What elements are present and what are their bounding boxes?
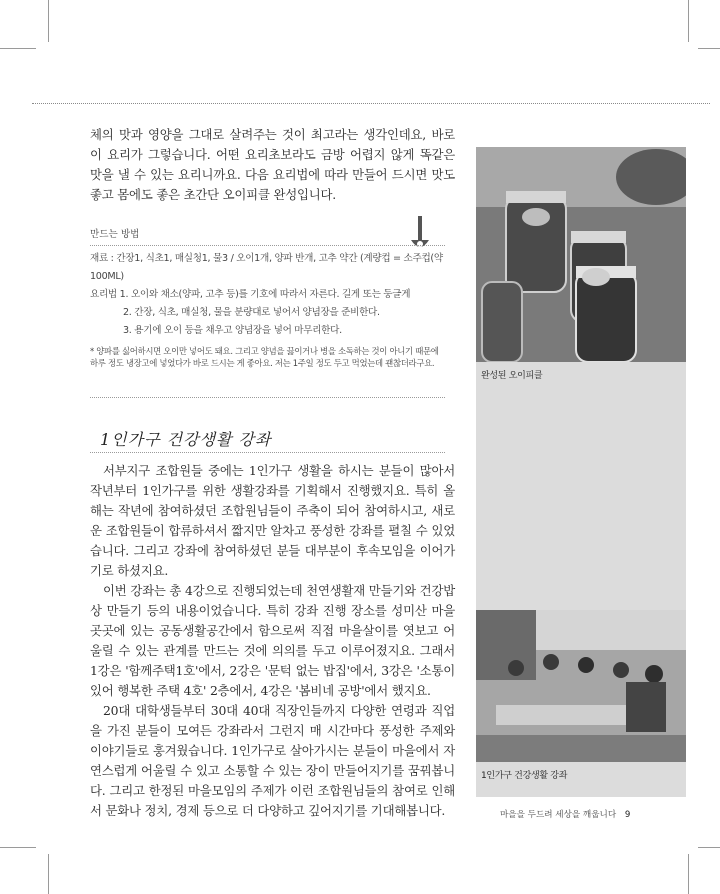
recipe-box [90, 216, 445, 369]
recipe-note: * 양파를 싫어하시면 오이만 넣어도 돼요. 그리고 양념을 끓이거나 병을 소독하는 것이 아니기 때문에 하루 정도 냉장고에 넣었다가 바로 드시는 게 좋아요. 저는 1주일 정도 두고 먹었는데 괜찮더라구요. [90, 346, 439, 368]
crop-mark [698, 48, 720, 49]
crop-mark [0, 847, 36, 848]
crop-mark [698, 847, 720, 848]
pickle-jars-photo [476, 147, 686, 362]
body-paragraph: 서부지구 조합원들 중에는 1인가구 생활을 하시는 분들이 많아서 작년부터 1인가구를 위한 생활강좌를 기획해서 진행했지요. 특히 올해는 작년에 참여하셨던 조합원님들이 주축이 되어 참여하시고, 새로운 조합원들이 합류하셔서 짧지만 알차고 풍성한 강좌를 펼칠 수 있었습니다. 그리고 강좌에 참여하셨던 분들 대부분이 후속모임을 이어가기로 하셨지요. [90, 463, 455, 578]
crop-mark [688, 0, 689, 42]
crop-mark [688, 854, 689, 894]
body-paragraph: 20대 대학생들부터 30대 40대 직장인들까지 다양한 연령과 직업을 가진 분들이 모여든 강좌라서 그런지 매 시간마다 풍성한 주제와 이야기들로 훙겨웠습니다. 1인가구로 살아가시는 분들이 마을에서 자연스럽게 어울릴 수 있고 소통할 수 있는 장이 만들어지기를 꿈꿔봅니다. 그리고 한정된 마을모임의 주제가 이런 조합원님들의 참여로 인해서 문화나 정치, 경제 등으로 더 다양하고 깊어지기를 기대해봅니다. [90, 703, 455, 818]
photo-caption: 완성된 오이피클 [481, 371, 543, 381]
heading-rule [90, 452, 445, 453]
workshop-photo [476, 610, 686, 762]
intro-paragraph [90, 125, 455, 205]
page-number: 9 [624, 810, 631, 820]
header-rule [32, 103, 710, 104]
footer-title: 마을을 두드려 세상을 깨웁니다 [500, 810, 617, 820]
page-footer [500, 808, 630, 820]
photo-caption: 1인가구 건강생활 강좌 [481, 771, 568, 781]
body-paragraph: 이번 강좌는 총 4강으로 진행되었는데 천연생활재 만들기와 건강밥상 만들기 등의 내용이었습니다. 특히 강좌 진행 장소를 성미산 마을 곳곳에 있는 공동생활공간에서 함으로써 직접 마을살이를 엿보고 어울릴 수 있는 관계를 만드는 것에 의의를 두고 이루어졌지요. 그래서 1강은 '함께주택1호'에서, 2강은 '문턱 없는 밥집'에서, 3강은 '소통이 있어 행복한 주택 4호' 2층에서, 4강은 '봄비네 공방'에서 했지요. [90, 583, 455, 698]
recipe-step: 2. 간장, 식초, 매실청, 물을 분량대로 넣어서 양념장을 준비한다. [123, 307, 380, 318]
crop-mark [0, 48, 36, 49]
crop-mark [48, 0, 49, 42]
section-body [90, 461, 455, 821]
recipe-title: 만드는 방법 [90, 226, 445, 246]
crop-mark [48, 854, 49, 894]
recipe-end-rule [90, 397, 445, 398]
recipe-step: 3. 용기에 오이 등을 채우고 양념장을 넣어 마무리한다. [123, 325, 342, 336]
recipe-step: 요리법 1. 오이와 채소(양파, 고추 등)를 기호에 따라서 자른다. 길게 또는 둥글게 [90, 289, 411, 300]
recipe-ingredients: 재료 : 간장1, 식초1, 매실청1, 물3 / 오이1개, 양파 반개, 고추 약간 (계량컵 = 소주컵(약100ML) [90, 253, 443, 282]
section-heading: 1인가구 건강생활 강좌 [100, 430, 272, 449]
intro-text: 체의 맛과 영양을 그대로 살려주는 것이 최고라는 생각인데요, 바로 이 요리가 그렇습니다. 어떤 요리초보라도 금방 어렵지 않게 똑같은 맛을 낼 수 있는 요리니까요. 다음 요리법에 따라 만들어 드시면 맛도 좋고 몸에도 좋은 초간단 오이피클 완성입니다. [90, 127, 455, 202]
